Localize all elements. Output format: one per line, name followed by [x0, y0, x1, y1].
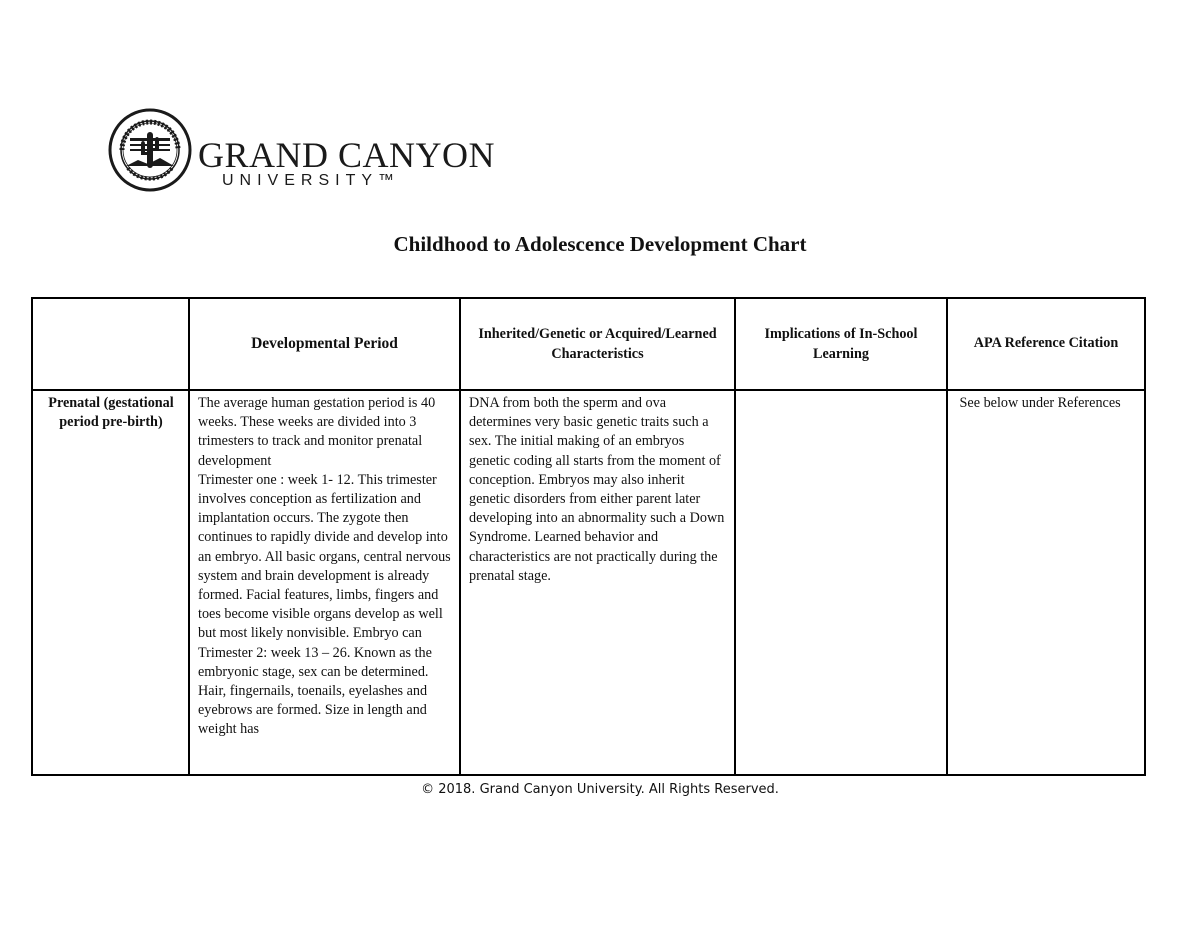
row-label: Prenatal (gestational period pre-birth) — [48, 395, 174, 431]
development-chart-table — [31, 297, 1146, 776]
characteristics-cell — [460, 390, 735, 775]
gestation-overview: The average human gestation period is 40 weeks. These weeks are divided into 3 trimesters to track and monitor prenatal development — [198, 395, 436, 469]
implications-cell — [735, 390, 947, 775]
table-row — [32, 390, 1145, 775]
implications-text — [736, 391, 946, 772]
logo-wordmark-subtitle: UNIVERSITY™ — [222, 172, 401, 189]
citation-text: See below under References — [956, 395, 1121, 411]
table-header-row — [32, 298, 1145, 390]
university-seal-icon — [108, 108, 192, 192]
header-implications: Implications of In-School Learning — [735, 298, 947, 390]
trimester-two-text: Trimester 2: week 13 – 26. Known as the embryonic stage, sex can be determined. Hair, fingernails, toenails, eyelashes and eyebrows are formed. Size in length and weight has — [198, 644, 432, 738]
logo-wordmark: GRAND CANYON — [198, 135, 496, 175]
document-title: Childhood to Adolescence Development Chart — [393, 232, 807, 256]
header-row-label — [32, 298, 189, 390]
header-characteristics: Inherited/Genetic or Acquired/Learned Characteristics — [460, 298, 735, 390]
copyright-footer: © 2018. Grand Canyon University. All Rights Reserved. — [421, 782, 779, 797]
characteristics-text: DNA from both the sperm and ova determines very basic genetic traits such a sex. The initial making of an embryos genetic coding all starts from the moment of conception. Embryos may also inherit genetic disorders from either parent later developing into an abnormality such a Down Syndrome. Learned behavior and characteristics are not practically during the prenatal stage. — [469, 395, 725, 584]
developmental-period-text — [190, 391, 459, 772]
trimester-one-text: Trimester one : week 1- 12. This trimester involves conception as fertilization and implantation occurs. The zygote then continues to rapidly divide and develop into an embryo. All basic organs, central nervous system and brain development is already formed. Facial features, limbs, fingers and toes become visible organs develop as well but most likely nonvisible. Embryo can — [198, 471, 451, 642]
university-logo — [108, 108, 496, 198]
row-label-cell — [32, 390, 189, 775]
header-developmental-period: Developmental Period — [189, 298, 460, 390]
header-citation: APA Reference Citation — [947, 298, 1145, 390]
developmental-period-cell — [189, 390, 460, 775]
citation-cell — [947, 390, 1145, 775]
